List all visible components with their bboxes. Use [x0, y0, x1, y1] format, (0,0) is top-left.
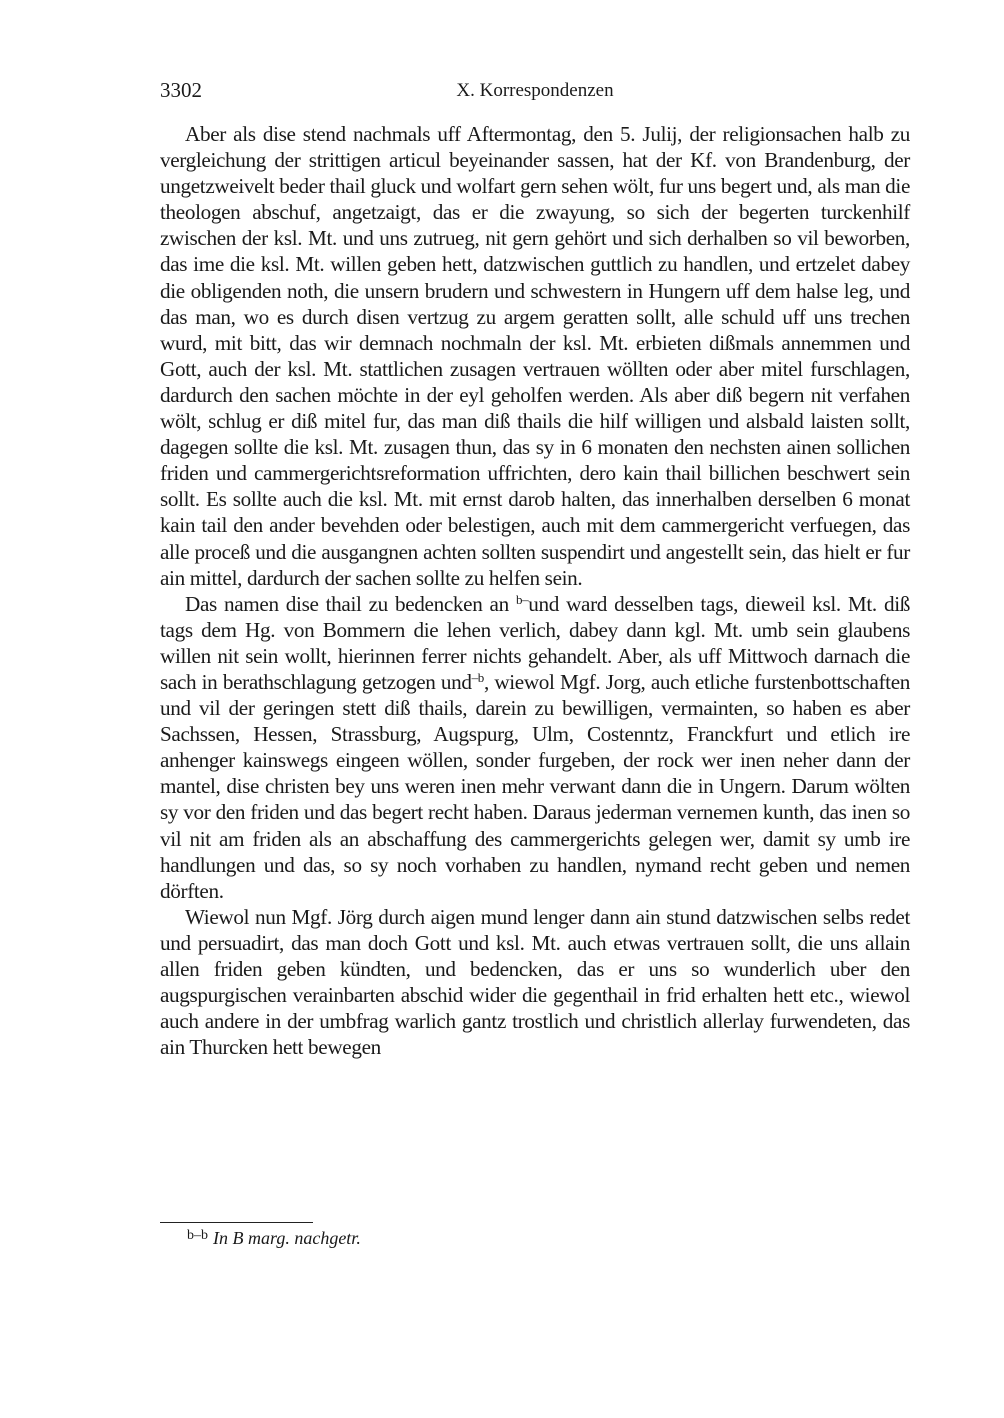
footnote [187, 1228, 361, 1249]
paragraph-2-middle: und ward desselben tags, dieweil ksl. Mt. diß tags dem Hg. von Bommern die lehen verlich, dabey dann kgl. Mt. umb sein glaubens willen nit sein wollt, hierinnen ferrer nichts gehandelt. Aber, als uff Mittwoch darnach die sach in berathschlagung getzogen und [160, 591, 910, 694]
footnote-text: In B marg. nachgetr. [213, 1228, 361, 1248]
footnote-divider [160, 1222, 313, 1223]
paragraph-2-after: , wiewol Mgf. Jorg, auch etliche furstenbottschaften und vil der geringen stett diß thails, darein zu bewilligen, vermainten, so haben es aber Sachssen, Hessen, Strassburg, Augspurg, Ulm, Costenntz, Franckfurt und etlich ire anhenger kainswegs eingeen wöllen, sonder furgeben, der rock wer inen neher dann der mantel, dise christen bey uns weren inen mehr verwant dann die in Ungern. Darum wölten sy vor den friden und das begert recht haben. Daraus jederman vernemen kunth, das inen so vil nit am friden als an abschaffung des cammergerichts gelegen wer, damit sy umb ire handlungen und das, so sy noch vorhaben zu handlen, nymand recht geben und nemen dörften. [160, 669, 910, 903]
running-title: X. Korrespondenzen [456, 80, 614, 101]
page-number: 3302 [160, 78, 202, 102]
main-text [160, 121, 910, 1060]
paragraph-3: Wiewol nun Mgf. Jörg durch aigen mund lenger dann ain stund datzwischen selbs redet und persuadirt, das man doch Gott und ksl. Mt. auch etwas vertrauen sollt, die uns allain allen friden geben kündten, und bedencken, das er uns so wunderlich uber den augspurgischen verainbarten abschid wider die gegenthail in frid erhalten hett etc., wiewol auch andere in der umbfrag warlich gantz trostlich und christlich allerlay furwendeten, das ain Thurcken hett bewegen [160, 904, 910, 1060]
paragraph-1: Aber als dise stend nachmals uff Aftermontag, den 5. Julij, der religionsachen halb zu vergleichung der strittigen articul beyeinander sassen, hat der Kf. von Brandenburg, der ungetzweivelt beder thail gluck und wolfart gern sehen wölt, fur uns begert und, als man die theologen abschuf, angetzaigt, das er die zwayung, so sich der begerten turckenhilf zwischen der ksl. Mt. und uns zutrueg, nit gern gehört und sich derhalben so vil beworben, das ime die ksl. Mt. willen geben hett, datzwischen guttlich zu handlen, und ertzelet dabey die obligenden noth, die unsern brudern und schwestern in Hungern uff dem halse leg, und das man, wo es durch disen vertzug zu argem geratten sollt, alle schuld uff uns trechen wurd, mit bitt, das wir demnach nochmaln der ksl. Mt. erbieten dißmals annemmen und Gott, auch der ksl. Mt. stattlichen zusagen vertrauen wöllten oder aber mitel furschlagen, dardurch den sachen möchte in der eyl geholfen werden. Als aber diß begern nit verfahen wölt, schlug er diß mitel fur, das man diß thails die hilf willigen und alsbald laisten sollt, dagegen sollte die ksl. Mt. zusagen thun, das sy in 6 monaten den nechsten ainen sollichen friden und cammergerichtsreformation uffrichten, dero kain thail billichen beschwert sein sollt. Es sollte auch die ksl. Mt. mit ernst darob halten, das innerhalben derselben 6 monat kain tail den ander bevehden oder belestigen, auch mit dem cammergericht verfuegen, das alle proceß und die ausgangnen achten sollten suspendirt und angestellt sein, das hielt er fur ain mittel, dardurch der sachen sollte zu helfen sein. [160, 122, 910, 590]
footnote-mark: b–b [187, 1228, 208, 1243]
paragraph-2-before: Das namen dise thail zu bedencken an [185, 591, 516, 616]
footnote-mark-open: b– [515, 591, 529, 607]
paragraph-2 [160, 591, 910, 904]
footnote-mark-close: –b [471, 669, 484, 685]
page-header [160, 78, 910, 108]
